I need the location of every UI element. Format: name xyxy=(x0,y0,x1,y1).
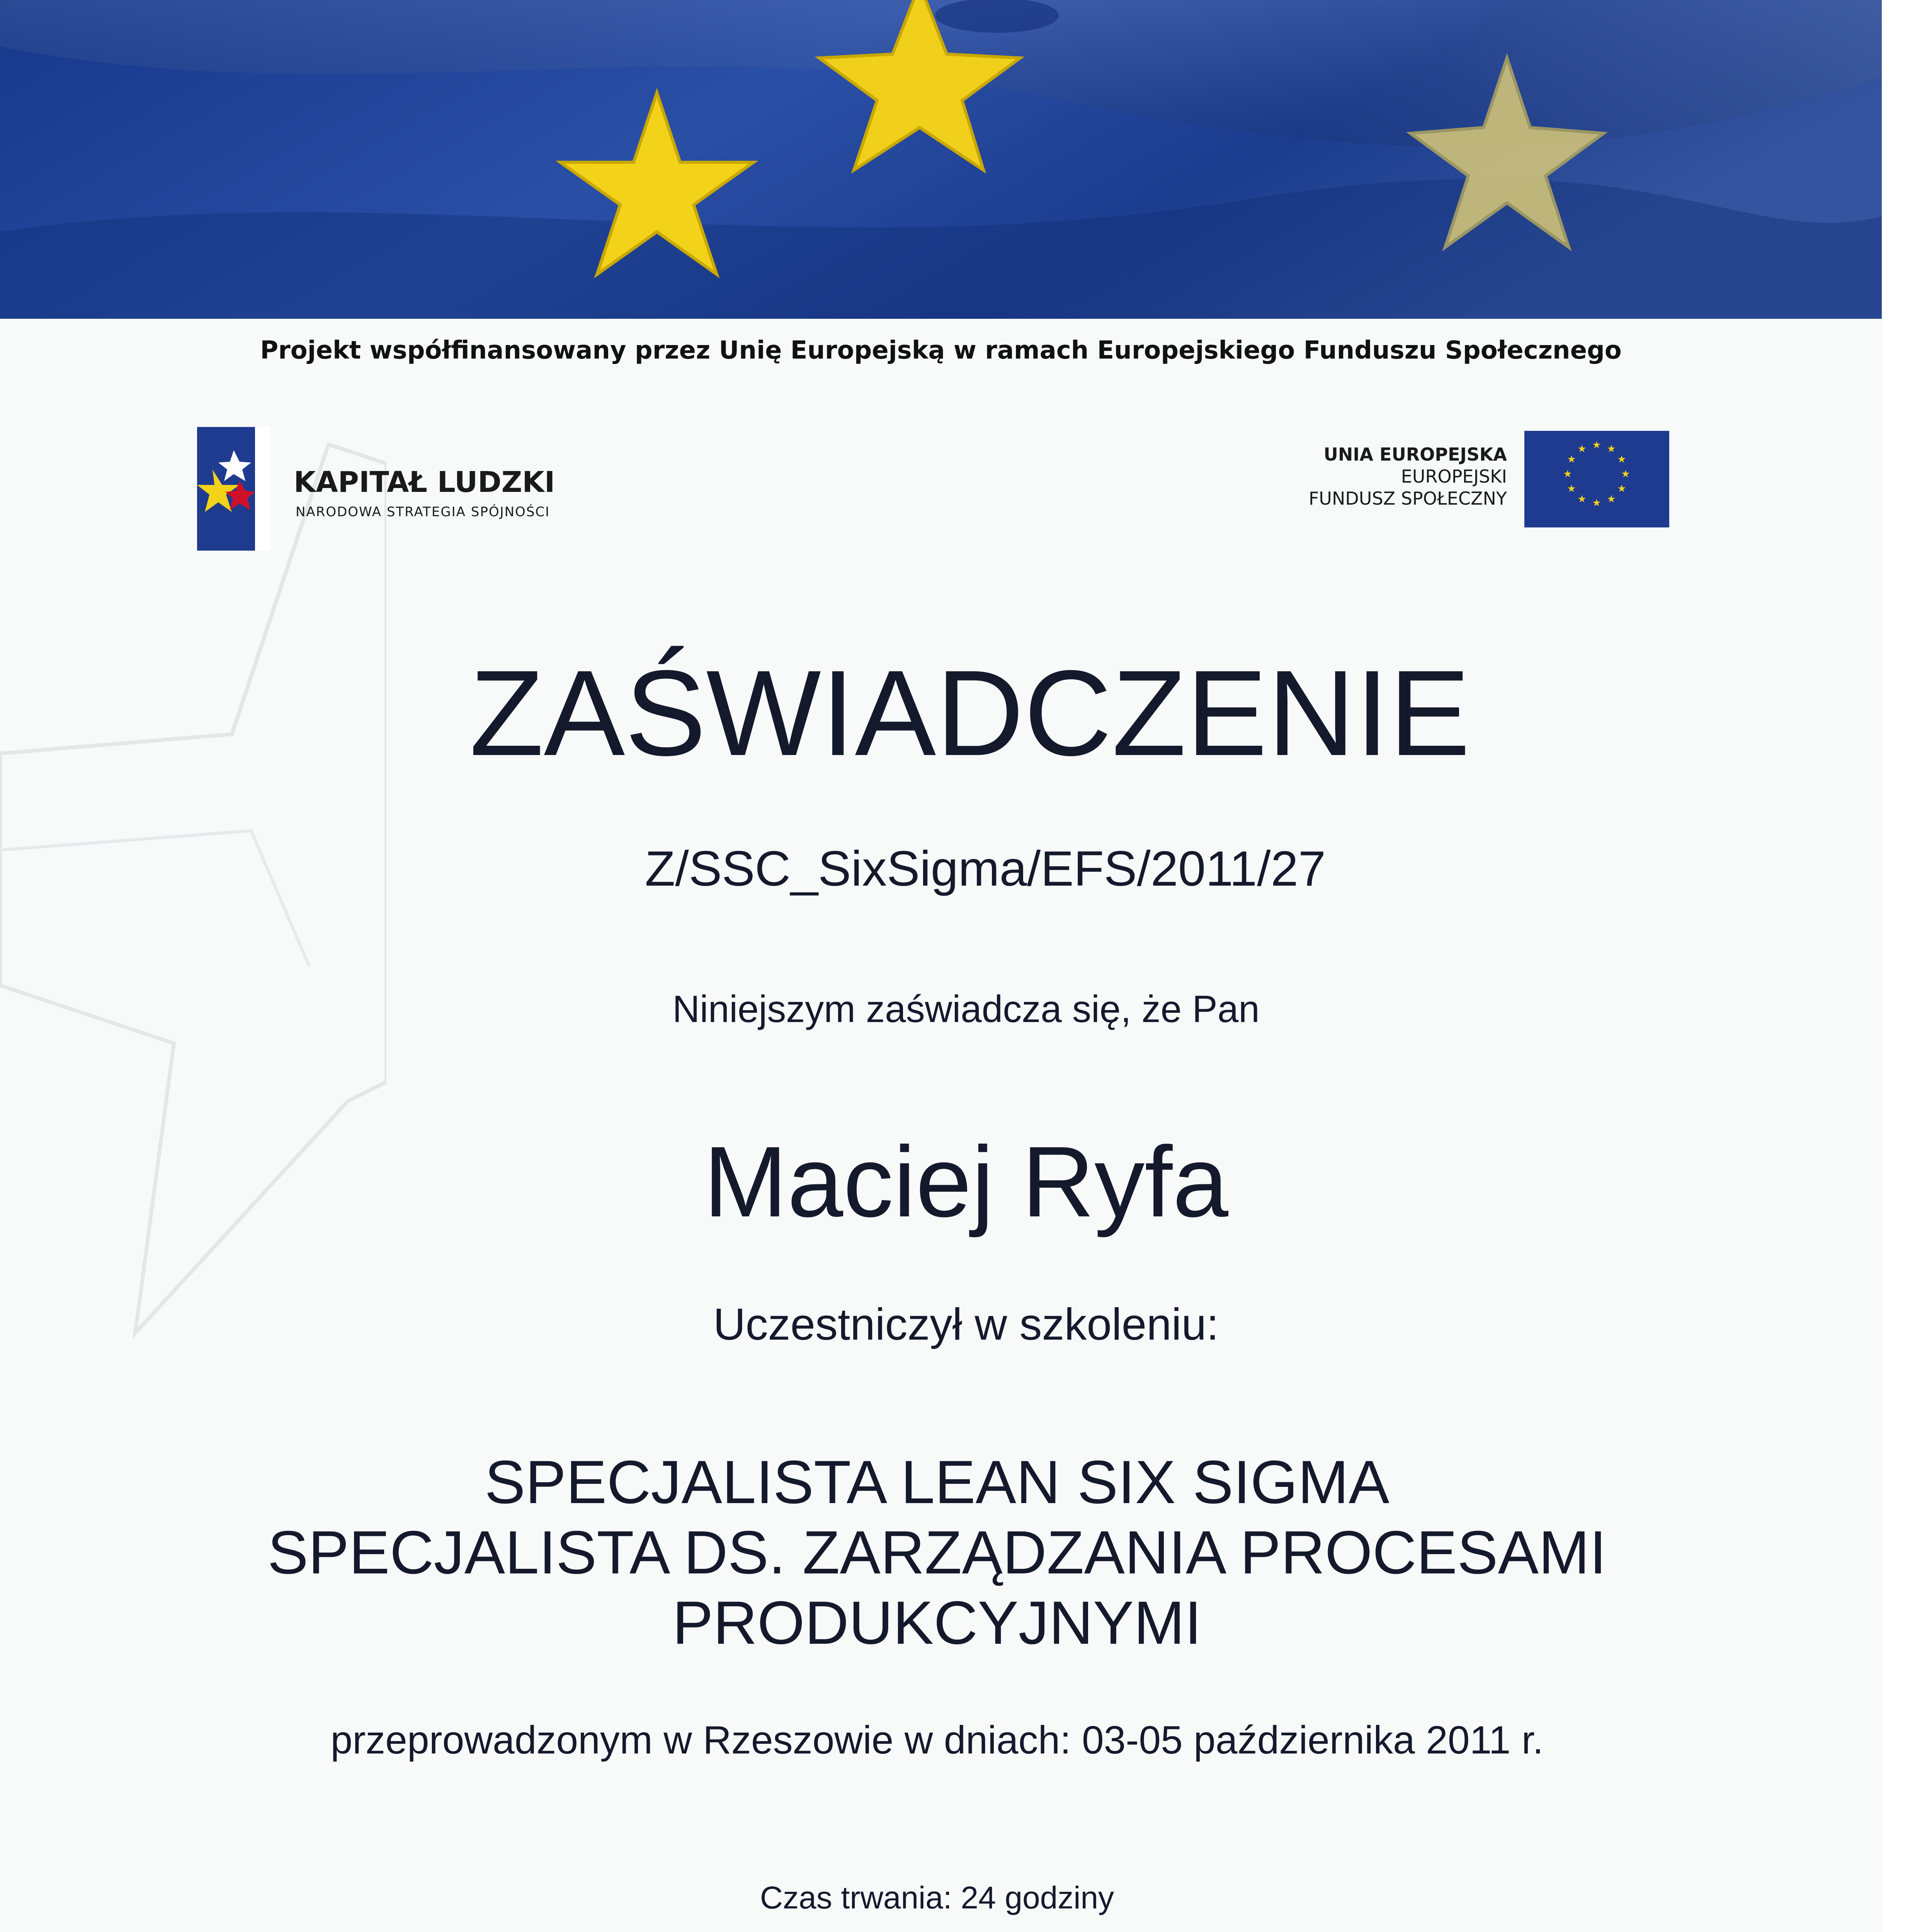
svg-text:★: ★ xyxy=(1617,454,1626,465)
eu-flag-banner xyxy=(0,0,1882,319)
certification-intro: Niniejszym zaświadcza się, że Pan xyxy=(672,988,1260,1030)
eu-flag-icon xyxy=(1524,431,1669,527)
svg-text:★: ★ xyxy=(1621,468,1630,480)
eu-label-line1: UNIA EUROPEJSKA xyxy=(1323,444,1507,465)
course-title xyxy=(0,1447,1874,1658)
reference-number: Z/SSC_SixSigma/EFS/2011/27 xyxy=(645,841,1326,896)
recipient-name: Maciej Ryfa xyxy=(703,1126,1229,1238)
page-margin xyxy=(1882,0,1932,1932)
eu-label-line2: EUROPEJSKI xyxy=(1401,466,1507,487)
svg-text:★: ★ xyxy=(1607,443,1616,455)
participation-statement: Uczestniczył w szkoleniu: xyxy=(713,1299,1219,1349)
course-title-line: SPECJALISTA LEAN SIX SIGMA xyxy=(485,1448,1389,1516)
svg-text:★: ★ xyxy=(1577,493,1587,505)
kapital-ludzki-logo-icon xyxy=(197,427,270,551)
kapital-ludzki-subtitle: NARODOWA STRATEGIA SPÓJNOŚCI xyxy=(296,504,550,520)
svg-text:★: ★ xyxy=(1592,439,1601,451)
course-title-line: PRODUKCYJNYMI xyxy=(672,1589,1202,1657)
cofunding-statement: Projekt współfinansowany przez Unię Europejską w ramach Europejskiego Funduszu Społecznego xyxy=(260,336,1622,365)
svg-text:★: ★ xyxy=(1567,454,1576,465)
svg-text:★: ★ xyxy=(1592,497,1601,509)
svg-text:★: ★ xyxy=(1607,493,1616,505)
svg-text:★: ★ xyxy=(1577,443,1587,455)
svg-text:★: ★ xyxy=(1567,483,1576,495)
svg-text:★: ★ xyxy=(1617,483,1626,495)
training-duration: Czas trwania: 24 godziny xyxy=(760,1880,1114,1915)
eu-label-line3: FUNDUSZ SPOŁECZNY xyxy=(1308,488,1507,509)
eu-fund-label xyxy=(1309,444,1507,510)
svg-text:★: ★ xyxy=(1563,468,1572,480)
kapital-ludzki-title: KAPITAŁ LUDZKI xyxy=(294,466,555,499)
training-location-dates: przeprowadzonym w Rzeszowie w dniach: 03-05 października 2011 r. xyxy=(330,1718,1544,1762)
certificate-title: ZAŚWIADCZENIE xyxy=(469,645,1471,781)
course-title-line: SPECJALISTA DS. ZARZĄDZANIA PROCESAMI xyxy=(267,1519,1607,1587)
